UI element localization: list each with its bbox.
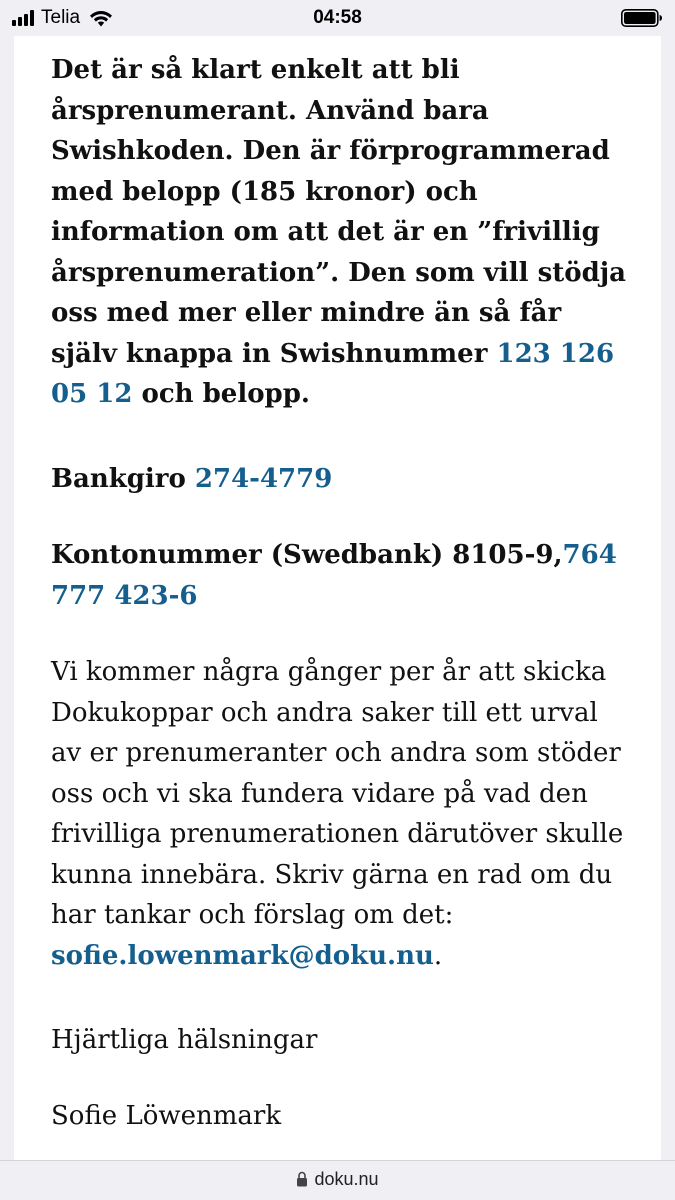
web-page bbox=[14, 36, 661, 1160]
status-bar bbox=[0, 0, 675, 36]
url-display[interactable] bbox=[0, 1169, 675, 1190]
kontonummer-line: Kontonummer (Swedbank) 8105-9,764 777 423-6 bbox=[51, 540, 617, 611]
info-paragraph: Vi kommer några gånger per år att skicka Dokukoppar och andra saker till ett urval av er prenumeranter och andra som stöder oss och vi ska fundera vidare på vad den frivilliga prenumerationen därutöver skulle kunna innebära. Skriv gärna en rad om du har tankar och förslag om det: sofie.lowenmark@doku.nu. bbox=[51, 657, 624, 971]
battery-icon bbox=[621, 9, 663, 27]
swish-paragraph: Det är så klart enkelt att bli årsprenumerant. Använd bara Swishkoden. Den är förprogrammerad med belopp (185 kronor) och information om att det är en ”frivillig årsprenumeration”. Den som vill stödja oss med mer eller mindre än så får själv knappa in Swishnummer 123 126 05 12 och belopp. bbox=[51, 55, 626, 409]
signature: Sofie Löwenmark bbox=[51, 1101, 282, 1131]
bankgiro-link[interactable]: 274-4779 bbox=[194, 464, 333, 494]
swish-number-link[interactable]: 123 126 05 12 bbox=[51, 338, 615, 409]
kontonummer-link[interactable]: 764 777 423-6 bbox=[51, 540, 617, 611]
email-link[interactable]: sofie.lowenmark@doku.nu bbox=[51, 940, 434, 971]
lock-icon bbox=[296, 1171, 308, 1187]
url-bar[interactable] bbox=[0, 1160, 675, 1200]
carrier-name: Telia bbox=[41, 7, 81, 28]
greeting: Hjärtliga hälsningar bbox=[51, 1025, 318, 1055]
status-time: 04:58 bbox=[313, 7, 362, 28]
url-domain[interactable]: doku.nu bbox=[314, 1169, 379, 1189]
bankgiro-line: Bankgiro 274-4779 bbox=[51, 464, 333, 494]
